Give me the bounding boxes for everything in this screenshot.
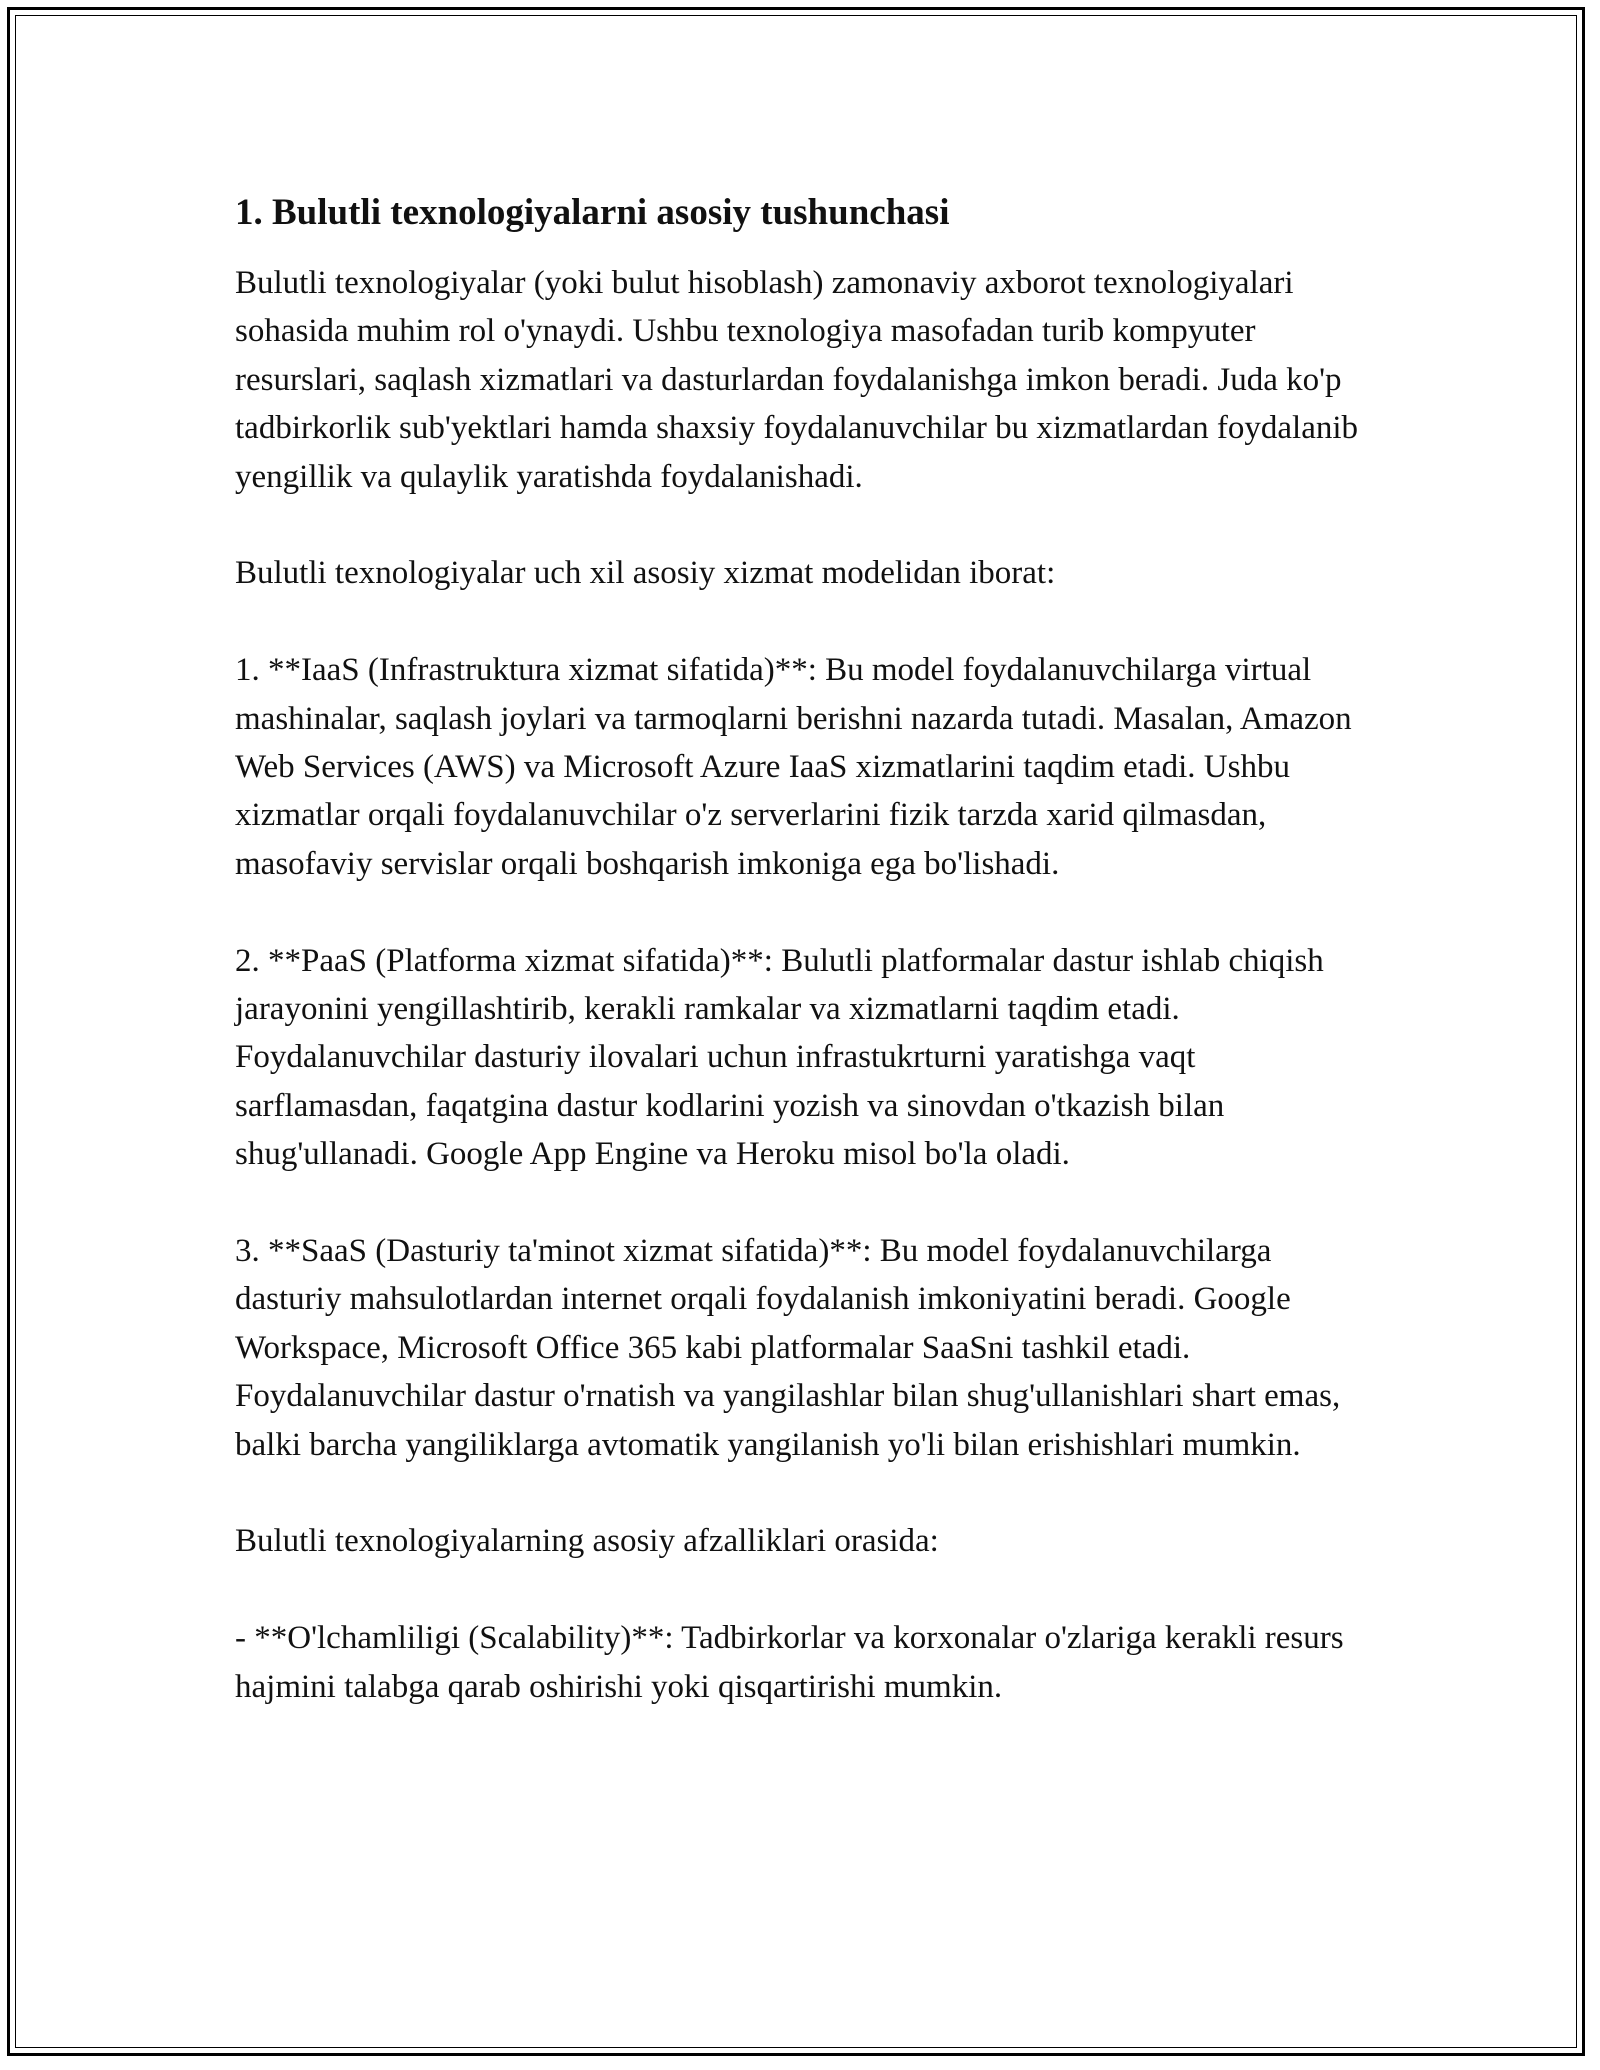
paragraph-iaas: 1. **IaaS (Infrastruktura xizmat sifatida)**: Bu model foydalanuvchilarga virtual mashinalar, saqlash joylari va tarmoqlarni berishni nazarda tutadi. Masalan, Amazon Web Services (AWS) va Microsoft Azure IaaS xizmatlarini taqdim etadi. Ushbu xizmatlar orqali foydalanuvchilar o'z serverlarini fizik tarzda xarid qilmasdan, masofaviy servislar orqali boshqarish imkoniga ega bo'lishadi. [235,652,1352,882]
paragraph-saas: 3. **SaaS (Dasturiy ta'minot xizmat sifatida)**: Bu model foydalanuvchilarga dasturiy mahsulotlardan internet orqali foydalanish imkoniyatini beradi. Google Workspace, Microsoft Office 365 kabi platformalar SaaSni tashkil etadi. Foydalanuvchilar dastur o'rnatish va yangilashlar bilan shug'ullanishlari shart emas, balki barcha yangiliklarga avtomatik yangilanish yo'li bilan erishishlari mumkin. [235,1233,1341,1463]
paragraph-advantages-intro: Bulutli texnologiyalarning asosiy afzalliklari orasida: [235,1523,939,1560]
paragraph-models-intro: Bulutli texnologiyalar uch xil asosiy xizmat modelidan iborat: [235,555,1056,592]
paragraph-intro: Bulutli texnologiyalar (yoki bulut hisoblash) zamonaviy axborot texnologiyalari sohasida muhim rol o'ynaydi. Ushbu texnologiya masofadan turib kompyuter resurslari, saqlash xizmatlari va dasturlardan foydalanishga imkon beradi. Juda ko'p tadbirkorlik sub'yektlari hamda shaxsiy foydalanuvchilar bu xizmatlardan foydalanib yengillik va qulaylik yaratishda foydalanishadi. [235,265,1359,495]
paragraph-paas: 2. **PaaS (Platforma xizmat sifatida)**: Bulutli platformalar dastur ishlab chiqish jarayonini yengillashtirib, kerakli ramkalar va xizmatlarni taqdim etadi. Foydalanuvchilar dasturiy ilovalari uchun infrastukrturni yaratishga vaqt sarflamasdan, faqatgina dastur kodlarini yozish va sinovdan o'tkazish bilan shug'ullanadi. Google App Engine va Heroku misol bo'la oladi. [235,942,1324,1173]
document-title: 1. Bulutli texnologiyalarni asosiy tushunchasi [235,192,950,233]
paragraph-scalability: - **O'lchamliligi (Scalability)**: Tadbirkorlar va korxonalar o'zlariga kerakli resurs hajmini talabga qarab oshirishi yoki qisqartirishi mumkin. [235,1620,1344,1705]
document-body [235,185,1365,1711]
